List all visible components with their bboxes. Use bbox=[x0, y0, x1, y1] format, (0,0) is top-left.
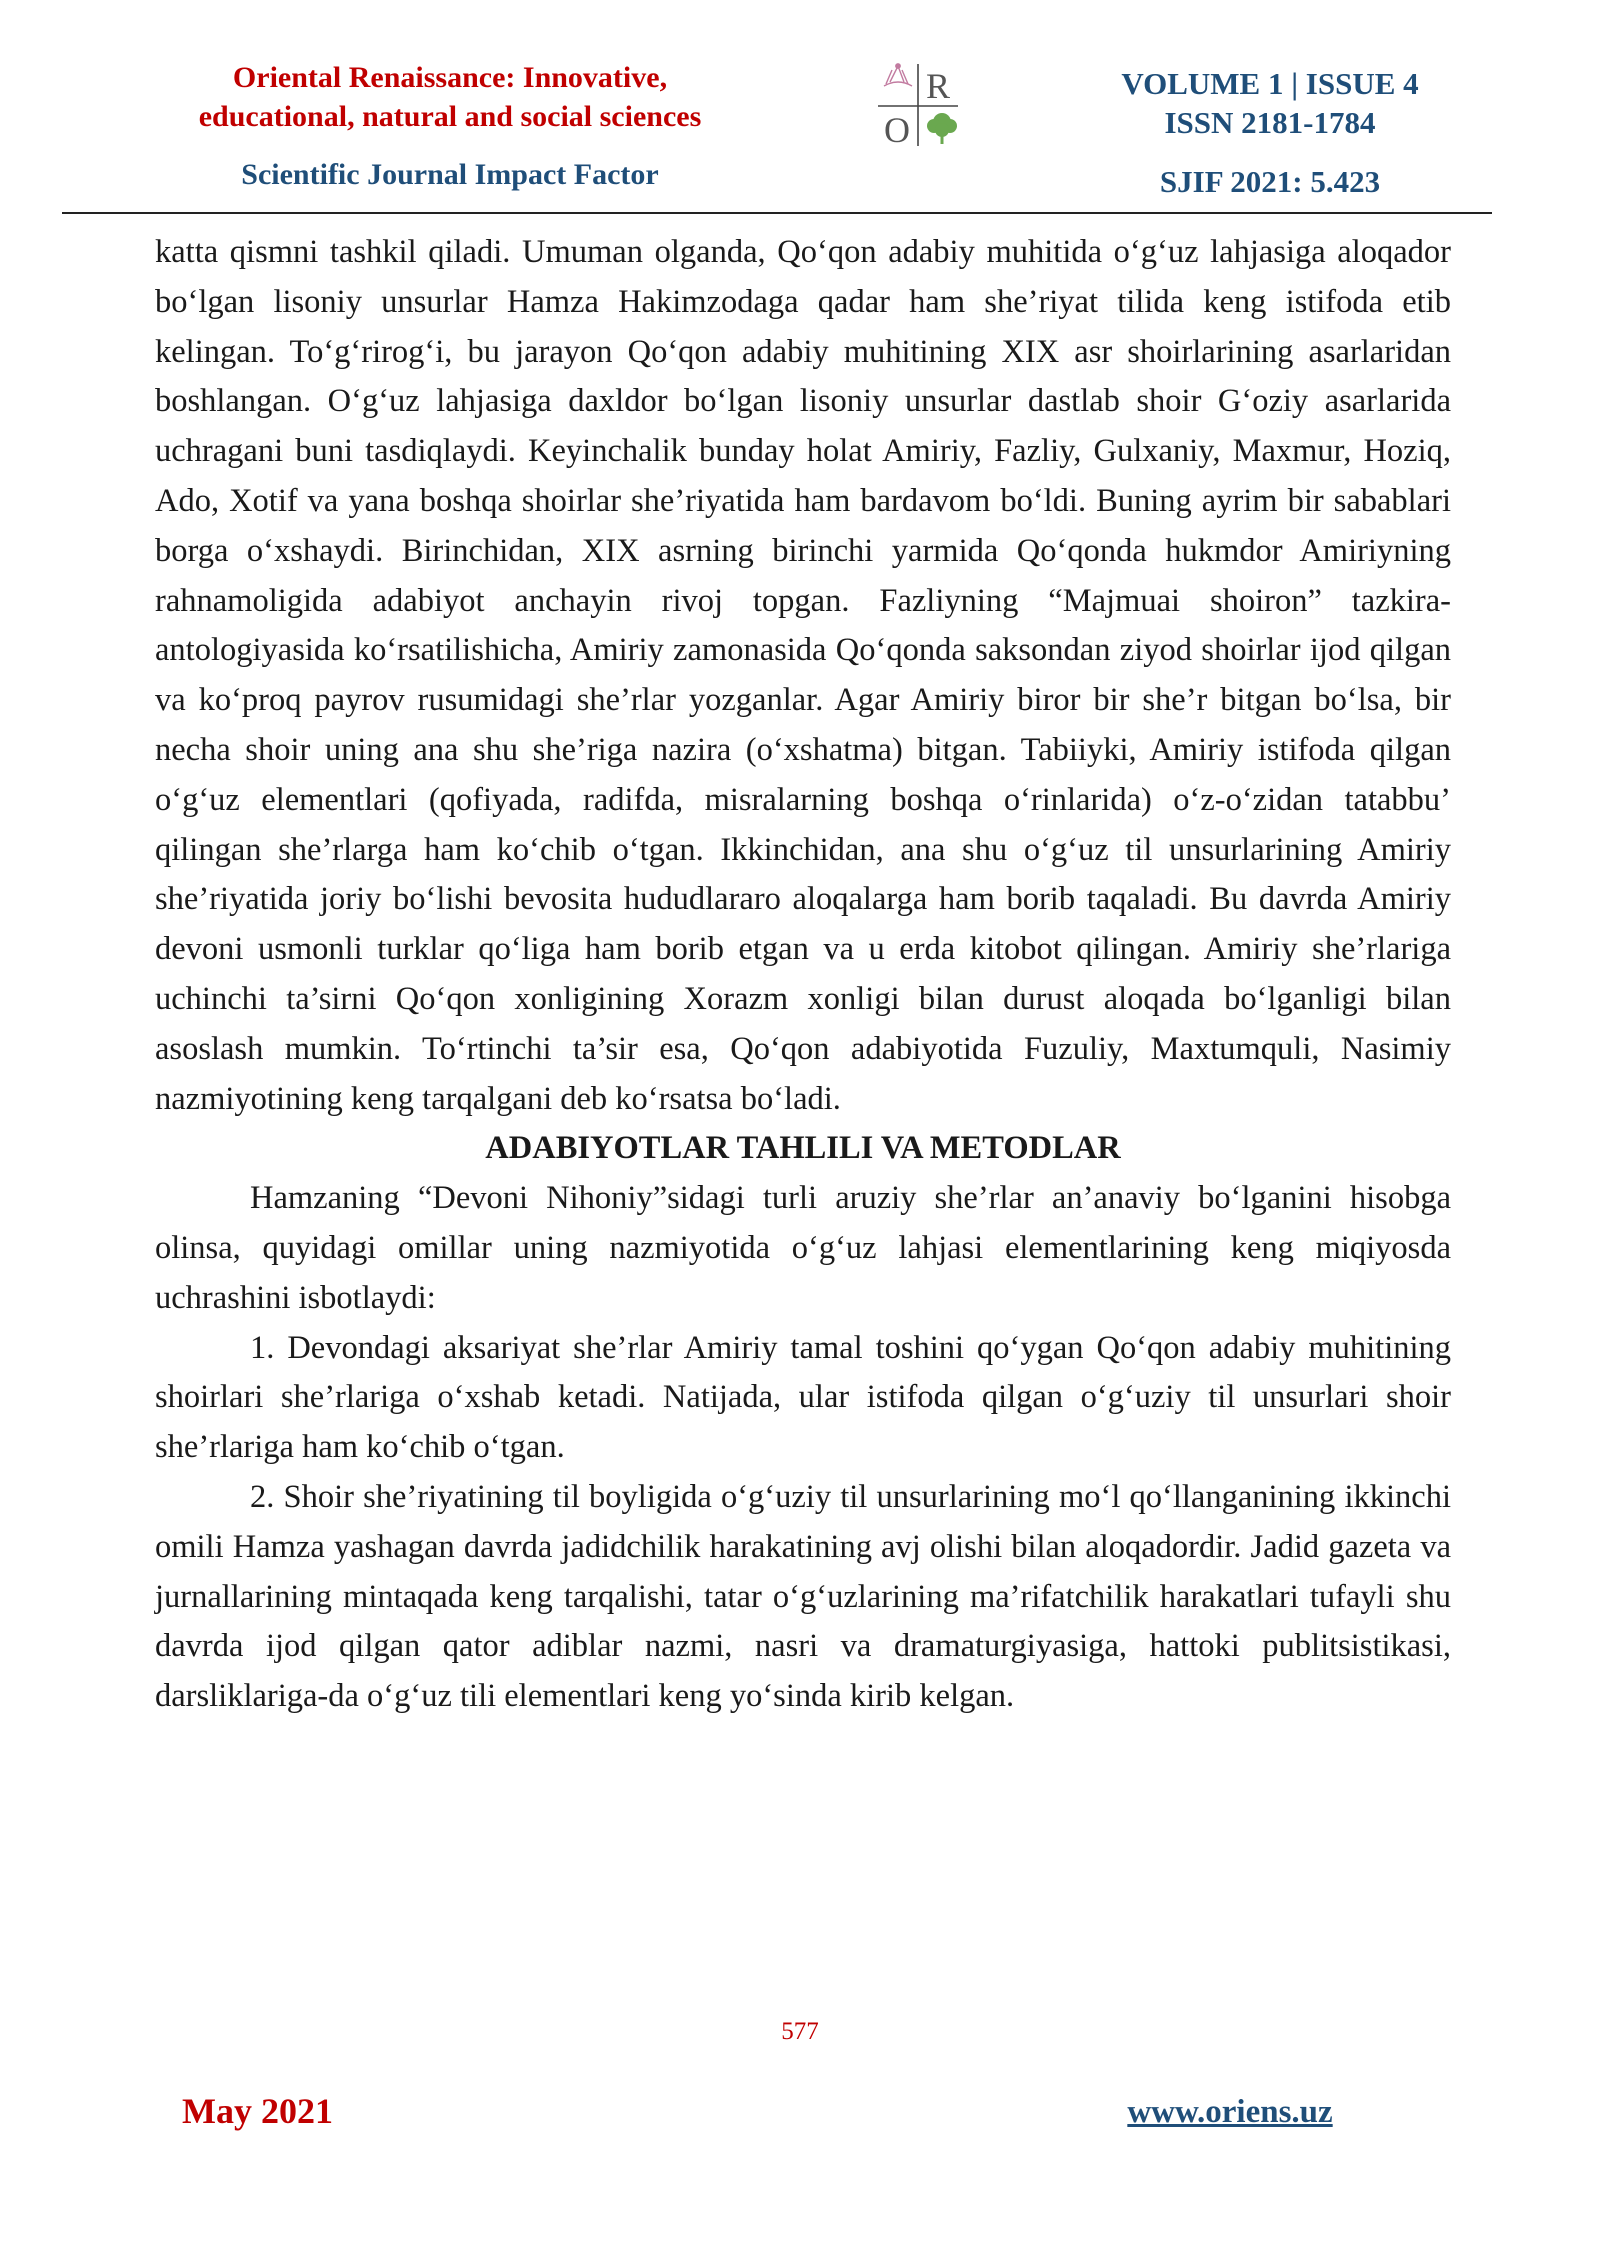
volume-issue: VOLUME 1 | ISSUE 4 bbox=[1121, 66, 1419, 101]
list-item: 2. Shoir she’riyatining til boyligida o‘g‘uziy til unsurlarining mo‘l qo‘llanganining ikkinchi omili Hamza yashagan davrda jadidchilik harakatining avj olishi bilan aloqadordir. Jadid gazeta va jurnallarining mintaqada keng tarqalishi, tatar o‘g‘uzlarining ma’rifatchilik harakatlari tufayli shu davrda ijod qilgan qator adiblar nazmi, nasri va dramaturgiyasiga, hattoki publitsistikasi, darsliklariga-da o‘g‘uz tili elementlari keng yo‘sinda kirib kelgan. bbox=[155, 1478, 1451, 1715]
issn: ISSN 2181-1784 bbox=[1164, 105, 1376, 140]
website-link[interactable]: www.oriens.uz bbox=[1127, 2094, 1333, 2130]
journal-logo bbox=[868, 60, 968, 150]
sjif-value: SJIF 2021: 5.423 bbox=[1159, 164, 1381, 199]
list-item: 1. Devondagi aksariyat she’rlar Amiriy tamal toshini qo‘ygan Qo‘qon adabiy muhitining shoirlari she’rlariga o‘xshab ketadi. Natijada, ular istifoda qilgan o‘g‘uziy til unsurlari shoir she’rlariga ham ko‘chib o‘tgan. bbox=[155, 1329, 1451, 1466]
logo-letter-o: O bbox=[884, 110, 910, 150]
journal-title-block bbox=[120, 58, 780, 194]
article-body bbox=[155, 228, 1451, 1722]
journal-title-line-2: educational, natural and social sciences bbox=[198, 100, 702, 133]
impact-factor-label: Scientific Journal Impact Factor bbox=[241, 158, 659, 191]
issue-date: May 2021 bbox=[182, 2091, 333, 2131]
section-heading: ADABIYOTLAR TAHLILI VA METODLAR bbox=[485, 1130, 1121, 1167]
journal-title-line-1: Oriental Renaissance: Innovative, bbox=[232, 61, 668, 94]
issue-info-block bbox=[1070, 64, 1470, 201]
page-number: 577 bbox=[781, 2018, 819, 2045]
logo-letter-r: R bbox=[926, 66, 951, 106]
paragraph: Hamzaning “Devoni Nihoniy”sidagi turli aruziy she’rlar an’anaviy bo‘lganini hisobga olinsa, quyidagi omillar uning nazmiyotida o‘g‘uz lahjasi elementlarining keng miqiyosda uchrashini isbotlaydi: bbox=[155, 1180, 1451, 1316]
paragraph: katta qismni tashkil qiladi. Umuman olganda, Qo‘qon adabiy muhitida o‘g‘uz lahjasiga aloqador bo‘lgan lisoniy unsurlar Hamza Hakimzodaga qadar ham she’riyat tilida keng istifoda etib kelingan. To‘g‘rirog‘i, bu jarayon Qo‘qon adabiy muhitining XIX asr shoirlarining asarlaridan boshlangan. O‘g‘uz lahjasiga daxldor bo‘lgan lisoniy unsurlar dastlab shoir G‘oziy asarlarida uchragani buni tasdiqlaydi. Keyinchalik bunday holat Amiriy, Fazliy, Gulxaniy, Maxmur, Hoziq, Ado, Xotif va yana boshqa shoirlar she’riyatida ham bardavom bo‘ldi. Buning ayrim bir sabablari borga o‘xshaydi. Birinchidan, XIX asrning birinchi yarmida Qo‘qonda hukmdor Amiriyning rahnamoligida adabiyot anchayin rivoj topgan. Fazliyning “Majmuai shoiron” tazkira-antologiyasida ko‘rsatilishicha, Amiriy zamonasida Qo‘qonda saksondan ziyod shoirlar ijod qilgan va ko‘proq payrov rusumidagi she’rlar yozganlar. Agar Amiriy biror bir she’r bitgan bo‘lsa, bir necha shoir uning ana shu she’riga nazira (o‘xshatma) bitgan. Tabiiyki, Amiriy istifoda qilgan o‘g‘uz elementlari (qofiyada, radifda, misralarning boshqa o‘rinlarida) o‘z-o‘zidan tatabbu’ qilingan she’rlarga ham ko‘chib o‘tgan. Ikkinchidan, ana shu o‘g‘uz til unsurlarining Amiriy she’riyatida joriy bo‘lishi bevosita hududlararo aloqalarga ham borib taqaladi. Bu davrda Amiriy devoni usmonli turklar qo‘liga ham borib etgan va u erda kitobot qilingan. Amiriy she’rlariga uchinchi ta’sirni Qo‘qon xonligining Xorazm xonligi bilan durust aloqada bo‘lganligi bilan asoslash mumkin. To‘rtinchi ta’sir esa, Qo‘qon adabiyotida Fuzuliy, Maxtumquli, Nasimiy nazmiyotining keng tarqalgani deb ko‘rsatsa bo‘ladi. bbox=[155, 234, 1451, 1117]
header-divider bbox=[62, 212, 1492, 214]
journal-logo-icon bbox=[868, 60, 968, 150]
